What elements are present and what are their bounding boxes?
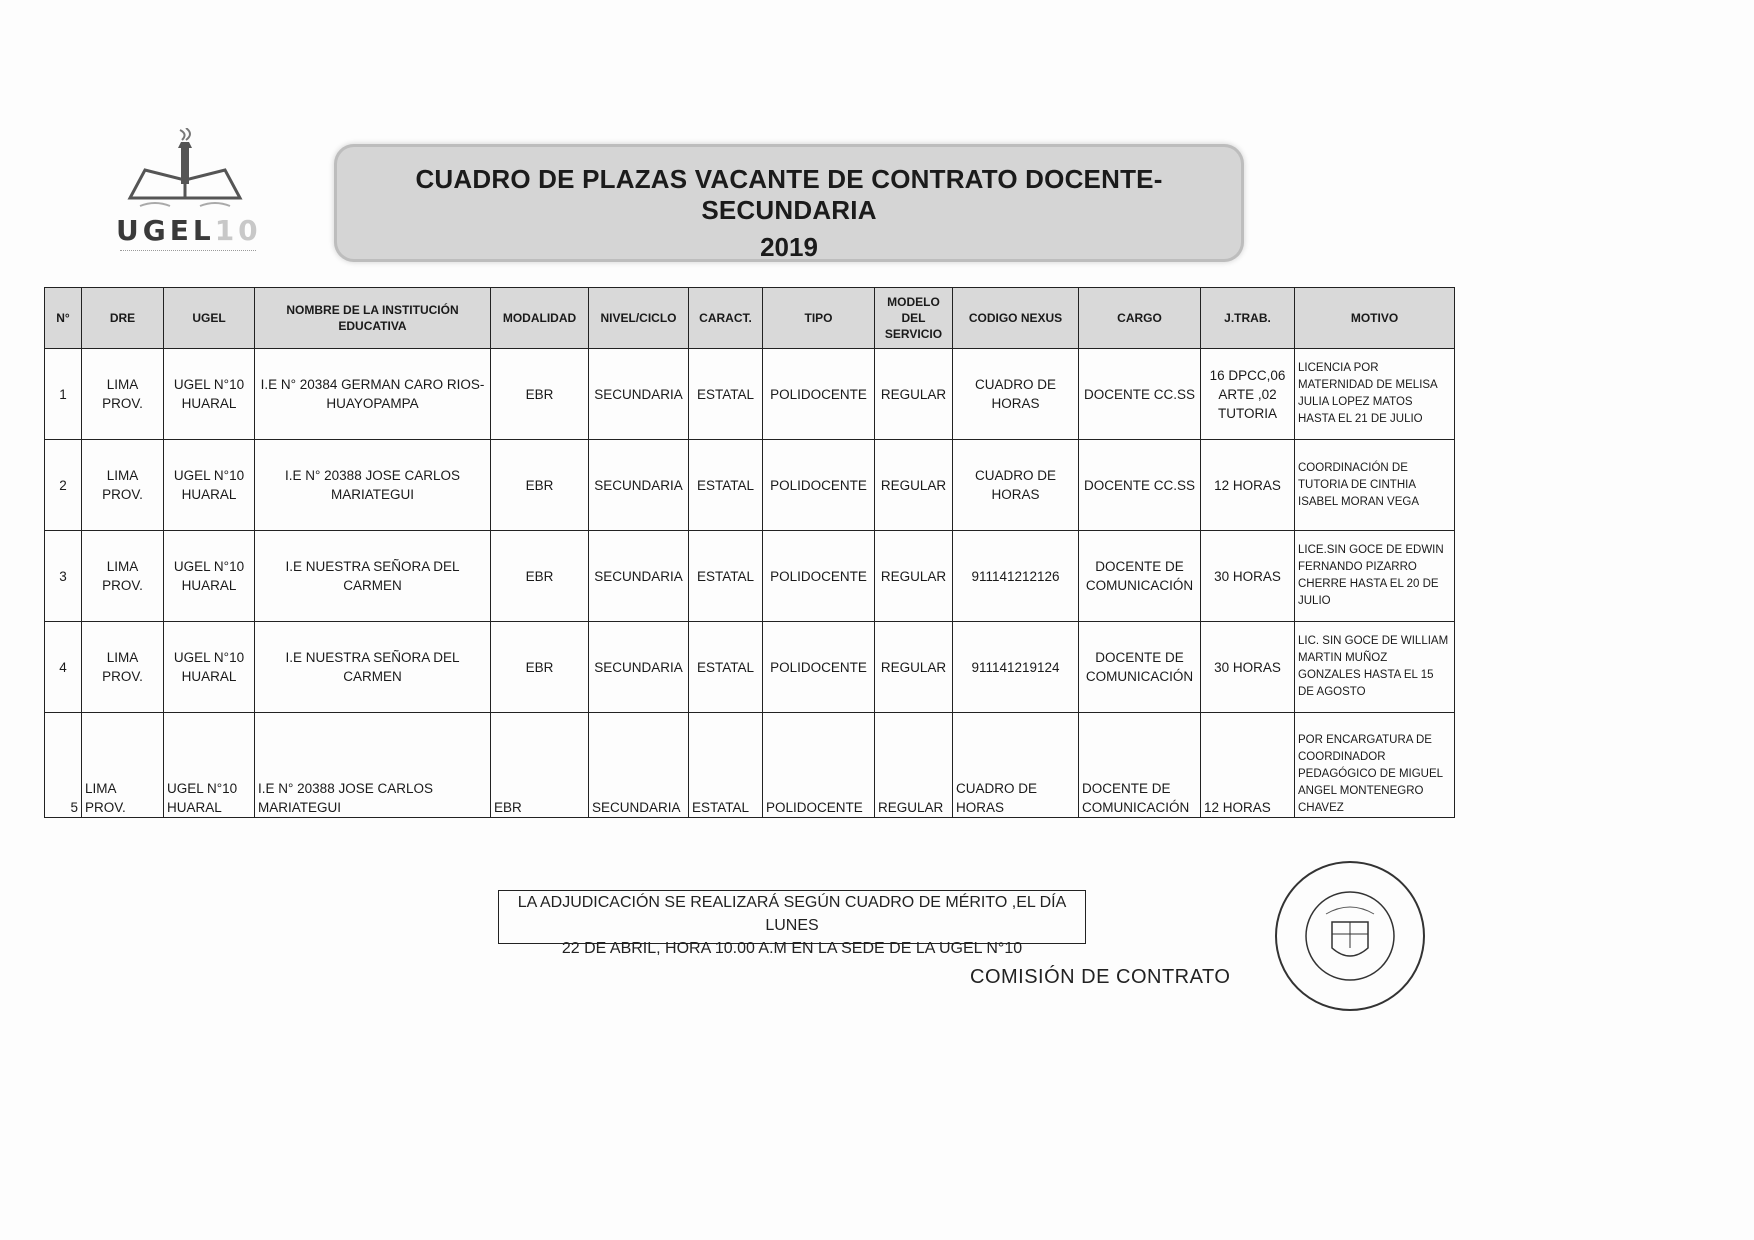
- cell-ugel: UGEL N°10 HUARAL: [164, 531, 255, 622]
- cell-motivo: LICENCIA POR MATERNIDAD DE MELISA JULIA LOPEZ MATOS HASTA EL 21 DE JULIO: [1295, 349, 1455, 440]
- cell-caract: ESTATAL: [689, 440, 763, 531]
- ugel-seal: [1270, 856, 1430, 1016]
- cell-modalidad: EBR: [491, 531, 589, 622]
- table-row: [45, 349, 1455, 440]
- cell-dre: LIMA PROV.: [82, 349, 164, 440]
- cell-num: 4: [45, 622, 82, 713]
- header-codigo: CODIGO NEXUS: [953, 288, 1079, 349]
- cell-modelo: REGULAR: [875, 622, 953, 713]
- cell-num: 2: [45, 440, 82, 531]
- cell-caract: ESTATAL: [689, 349, 763, 440]
- cell-codigo: 911141212126: [953, 531, 1079, 622]
- cell-caract: ESTATAL: [689, 713, 763, 818]
- cell-institucion: I.E NUESTRA SEÑORA DEL CARMEN: [255, 531, 491, 622]
- header-num: N°: [45, 288, 82, 349]
- cell-modelo: REGULAR: [875, 531, 953, 622]
- cell-num: 1: [45, 349, 82, 440]
- cell-tipo: POLIDOCENTE: [763, 713, 875, 818]
- cell-jtrab: 30 HORAS: [1201, 622, 1295, 713]
- cell-nivel: SECUNDARIA: [589, 531, 689, 622]
- cell-nivel: SECUNDARIA: [589, 713, 689, 818]
- cell-jtrab: 30 HORAS: [1201, 531, 1295, 622]
- cell-num: 3: [45, 531, 82, 622]
- cell-modelo: REGULAR: [875, 713, 953, 818]
- cell-jtrab: 12 HORAS: [1201, 713, 1295, 818]
- cell-institucion: I.E N° 20384 GERMAN CARO RIOS-HUAYOPAMPA: [255, 349, 491, 440]
- cell-motivo: COORDINACIÓN DE TUTORIA DE CINTHIA ISABEL MORAN VEGA: [1295, 440, 1455, 531]
- cell-caract: ESTATAL: [689, 531, 763, 622]
- cell-codigo: CUADRO DE HORAS: [953, 349, 1079, 440]
- cell-modelo: REGULAR: [875, 349, 953, 440]
- table-row: [45, 440, 1455, 531]
- cell-jtrab: 16 DPCC,06 ARTE ,02 TUTORIA: [1201, 349, 1295, 440]
- header-modalidad: MODALIDAD: [491, 288, 589, 349]
- signature-commission: COMISIÓN DE CONTRATO: [970, 966, 1231, 988]
- cell-dre: LIMA PROV.: [82, 440, 164, 531]
- logo-tagline: [120, 250, 256, 254]
- cell-cargo: DOCENTE CC.SS: [1079, 440, 1201, 531]
- cell-dre: LIMA PROV.: [82, 531, 164, 622]
- table-row: [45, 531, 1455, 622]
- cell-codigo: CUADRO DE HORAS: [953, 713, 1079, 818]
- cell-cargo: DOCENTE DE COMUNICACIÓN: [1079, 622, 1201, 713]
- table-header-row: [45, 288, 1455, 349]
- cell-modalidad: EBR: [491, 440, 589, 531]
- cell-dre: LIMA PROV.: [82, 622, 164, 713]
- header-ugel: UGEL: [164, 288, 255, 349]
- cell-nivel: SECUNDARIA: [589, 622, 689, 713]
- document-title: [334, 144, 1244, 262]
- cell-tipo: POLIDOCENTE: [763, 622, 875, 713]
- cell-institucion: I.E N° 20388 JOSE CARLOS MARIATEGUI: [255, 713, 491, 818]
- vacancies-table-container: [44, 287, 1454, 818]
- cell-num: 5: [45, 713, 82, 818]
- cell-cargo: DOCENTE CC.SS: [1079, 349, 1201, 440]
- cell-motivo: LICE.SIN GOCE DE EDWIN FERNANDO PIZARRO CHERRE HASTA EL 20 DE JULIO: [1295, 531, 1455, 622]
- cell-codigo: 911141219124: [953, 622, 1079, 713]
- cell-modelo: REGULAR: [875, 440, 953, 531]
- cell-codigo: CUADRO DE HORAS: [953, 440, 1079, 531]
- header-dre: DRE: [82, 288, 164, 349]
- cell-ugel: UGEL N°10 HUARAL: [164, 713, 255, 818]
- cell-institucion: I.E N° 20388 JOSE CARLOS MARIATEGUI: [255, 440, 491, 531]
- cell-caract: ESTATAL: [689, 622, 763, 713]
- cell-nivel: SECUNDARIA: [589, 349, 689, 440]
- adjudication-note: [498, 890, 1086, 957]
- cell-ugel: UGEL N°10 HUARAL: [164, 622, 255, 713]
- open-book-torch-icon: [110, 128, 260, 218]
- title-line-1: CUADRO DE PLAZAS VACANTE DE CONTRATO DOCENTE-SECUNDARIA: [415, 164, 1163, 225]
- header-motivo: MOTIVO: [1295, 288, 1455, 349]
- cell-cargo: DOCENTE DE COMUNICACIÓN: [1079, 531, 1201, 622]
- cell-motivo: LIC. SIN GOCE DE WILLIAM MARTIN MUÑOZ GONZALES HASTA EL 15 DE AGOSTO: [1295, 622, 1455, 713]
- official-seal-icon: [1270, 856, 1430, 1016]
- cell-ugel: UGEL N°10 HUARAL: [164, 440, 255, 531]
- logo-wordmark: UGEL10: [116, 214, 262, 247]
- cell-motivo: POR ENCARGATURA DE COORDINADOR PEDAGÓGICO DE MIGUEL ANGEL MONTENEGRO CHAVEZ: [1295, 713, 1455, 818]
- cell-dre: LIMA PROV.: [82, 713, 164, 818]
- cell-jtrab: 12 HORAS: [1201, 440, 1295, 531]
- header-caract: CARACT.: [689, 288, 763, 349]
- cell-modalidad: EBR: [491, 349, 589, 440]
- cell-tipo: POLIDOCENTE: [763, 440, 875, 531]
- header-jtrab: J.TRAB.: [1201, 288, 1295, 349]
- note-line-2: 22 DE ABRIL, HORA 10.00 A.M EN LA SEDE DE LA UGEL N°10: [561, 940, 1023, 957]
- header-institucion: NOMBRE DE LA INSTITUCIÓN EDUCATIVA: [255, 288, 491, 349]
- header-nivel: NIVEL/CICLO: [589, 288, 689, 349]
- table-row: [45, 713, 1455, 818]
- cell-cargo: DOCENTE DE COMUNICACIÓN: [1079, 713, 1201, 818]
- cell-modalidad: EBR: [491, 713, 589, 818]
- header-modelo: MODELO DEL SERVICIO: [875, 288, 953, 349]
- header-tipo: TIPO: [763, 288, 875, 349]
- header-cargo: CARGO: [1079, 288, 1201, 349]
- cell-modalidad: EBR: [491, 622, 589, 713]
- cell-institucion: I.E NUESTRA SEÑORA DEL CARMEN: [255, 622, 491, 713]
- title-year: 2019: [760, 232, 818, 262]
- ugel-logo: [110, 128, 260, 258]
- cell-nivel: SECUNDARIA: [589, 440, 689, 531]
- cell-ugel: UGEL N°10 HUARAL: [164, 349, 255, 440]
- vacancies-table: [44, 287, 1455, 818]
- note-line-1: LA ADJUDICACIÓN SE REALIZARÁ SEGÚN CUADRO DE MÉRITO ,EL DÍA LUNES: [517, 894, 1067, 934]
- cell-tipo: POLIDOCENTE: [763, 349, 875, 440]
- cell-tipo: POLIDOCENTE: [763, 531, 875, 622]
- table-row: [45, 622, 1455, 713]
